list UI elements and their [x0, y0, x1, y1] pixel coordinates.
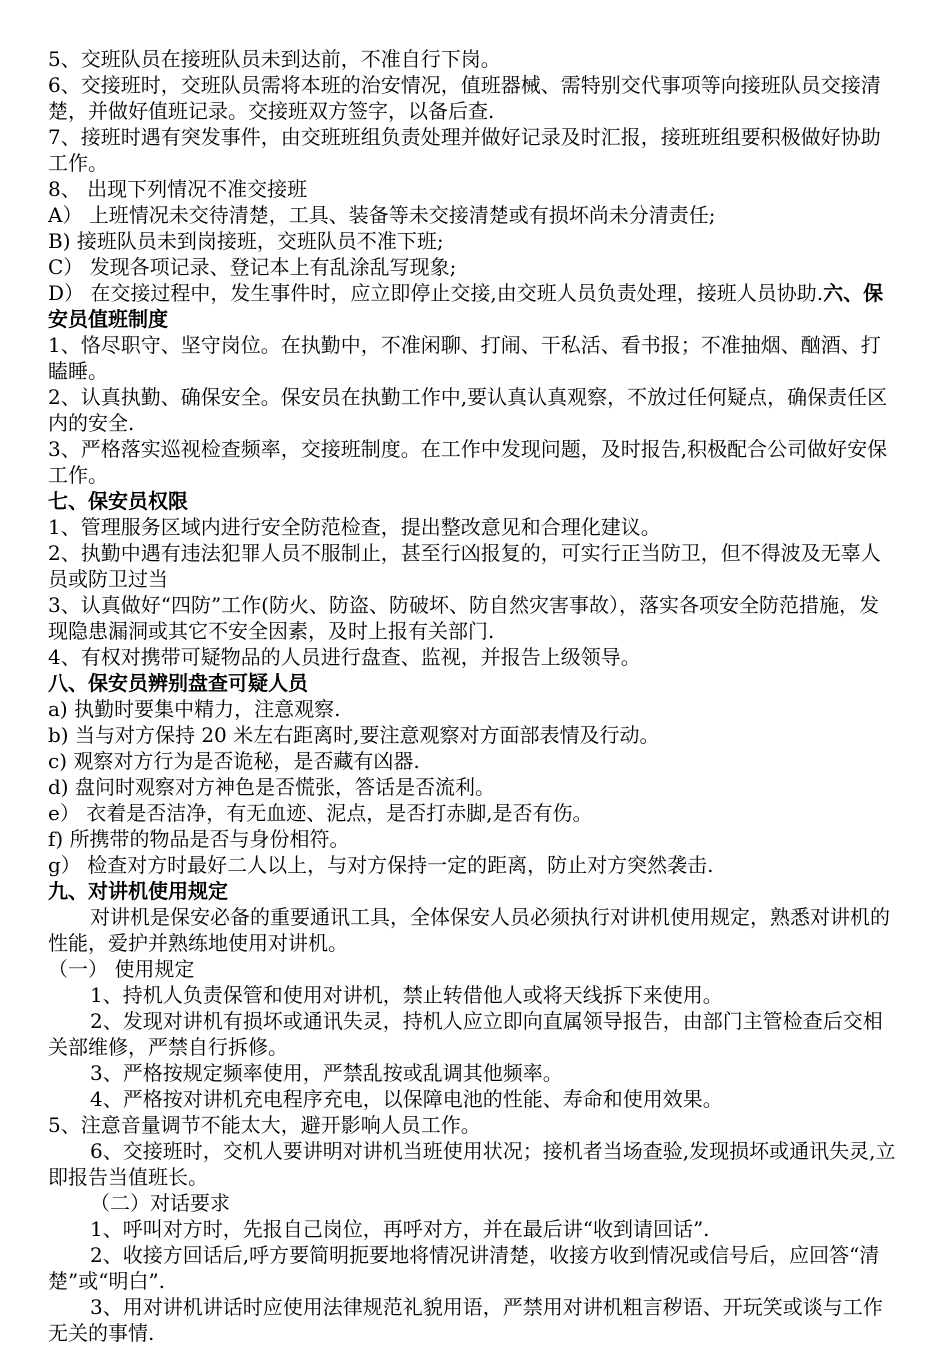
rule-8-d — [48, 280, 898, 332]
section-9-heading: 九、对讲机使用规定 — [48, 879, 228, 903]
subsection-2-item: 2、收接方回话后,呼方要简明扼要地将情况讲清楚，收接方收到情况或信号后，应回答“清楚”或“明白”. — [48, 1243, 880, 1293]
section-7-item: 3、认真做好“四防”工作(防火、防盗、防破坏、防自然灾害事故），落实各项安全防范措施，发现隐患漏洞或其它不安全因素，及时上报有关部门. — [48, 593, 879, 643]
section-8-item: g） 检查对方时最好二人以上，与对方保持一定的距离，防止对方突然袭击. — [48, 853, 714, 877]
rule-8-a: A） 上班情况未交待清楚，工具、装备等未交接清楚或有损坏尚未分清责任; — [48, 203, 716, 227]
section-8-item: d) 盘问时观察对方神色是否慌张，答话是否流利。 — [48, 775, 495, 799]
subsection-1-item: 3、严格按规定频率使用，严禁乱按或乱调其他频率。 — [90, 1061, 563, 1085]
section-6-item: 2、认真执勤、确保安全。保安员在执勤工作中,要认真认真观察，不放过任何疑点，确保责任区内的安全. — [48, 385, 888, 435]
subsection-1-item-6: 6、交接班时，交机人要讲明对讲机当班使用状况；接机者当场查验,发现损坏或通讯失灵,立即报告当值班长。 — [48, 1139, 896, 1189]
section-7-heading: 七、保安员权限 — [48, 489, 188, 513]
rule-8-b: B) 接班队员未到岗接班，交班队员不准下班; — [48, 229, 444, 253]
section-8-item: c) 观察对方行为是否诡秘，是否藏有凶器. — [48, 749, 420, 773]
subsection-2-item: 1、呼叫对方时，先报自己岗位，再呼对方，并在最后讲“收到请回话”. — [90, 1217, 710, 1241]
rule-6: 6、交接班时，交班队员需将本班的治安情况，值班器械、需特别交代事项等向接班队员交接清楚，并做好值班记录。交接班双方签字，以备后查. — [48, 73, 881, 123]
section-8-heading: 八、保安员辨别盘查可疑人员 — [48, 671, 308, 695]
section-9-intro: 对讲机是保安必备的重要通讯工具，全体保安人员必须执行对讲机使用规定，熟悉对讲机的性能，爱护并熟练地使用对讲机。 — [48, 905, 890, 955]
rule-8: 8、 出现下列情况不准交接班 — [48, 177, 308, 201]
rule-7: 7、接班时遇有突发事件，由交班班组负责处理并做好记录及时汇报，接班班组要积极做好协助工作。 — [48, 125, 881, 175]
section-8-item: f) 所携带的物品是否与身份相符。 — [48, 827, 350, 851]
subsection-2-item: 3、用对讲机讲话时应使用法律规范礼貌用语，严禁用对讲机粗言秽语、开玩笑或谈与工作无关的事情. — [48, 1295, 883, 1345]
section-7-item: 2、执勤中遇有违法犯罪人员不服制止，甚至行凶报复的，可实行正当防卫，但不得波及无辜人员或防卫过当 — [48, 541, 881, 591]
subsection-1-item: 4、严格按对讲机充电程序充电，以保障电池的性能、寿命和使用效果。 — [90, 1087, 723, 1111]
subsection-1-title: （一） 使用规定 — [48, 957, 195, 981]
subsection-1-item: 1、持机人负责保管和使用对讲机，禁止转借他人或将天线拆下来使用。 — [90, 983, 723, 1007]
rule-8-d-text: D） 在交接过程中，发生事件时，应立即停止交接,由交班人员负责处理，接班人员协助. — [48, 281, 824, 305]
subsection-2-title: （二）对话要求 — [90, 1191, 230, 1215]
document-page — [48, 46, 898, 1346]
section-8-item: a) 执勤时要集中精力，注意观察. — [48, 697, 341, 721]
section-8-item: e） 衣着是否洁净，有无血迹、泥点，是否打赤脚,是否有伤。 — [48, 801, 593, 825]
rule-5: 5、交班队员在接班队员未到达前，不准自行下岗。 — [48, 47, 501, 71]
section-8-item: b) 当与对方保持 20 米左右距离时,要注意观察对方面部表情及行动。 — [48, 723, 660, 747]
subsection-1-item-5: 5、注意音量调节不能太大，避开影响人员工作。 — [48, 1113, 481, 1137]
section-7-item: 4、有权对携带可疑物品的人员进行盘查、监视，并报告上级领导。 — [48, 645, 641, 669]
subsection-1-item: 2、发现对讲机有损坏或通讯失灵，持机人应立即向直属领导报告，由部门主管检查后交相关部维修，严禁自行拆修。 — [48, 1009, 883, 1059]
section-6-heading: 六、保安员值班制度 — [48, 281, 884, 331]
section-6-item: 3、严格落实巡视检查频率，交接班制度。在工作中发现问题，及时报告,积极配合公司做好安保工作。 — [48, 437, 888, 487]
section-7-item: 1、管理服务区域内进行安全防范检查，提出整改意见和合理化建议。 — [48, 515, 661, 539]
section-6-item: 1、恪尽职守、坚守岗位。在执勤中，不准闲聊、打闹、干私活、看书报；不准抽烟、酗酒、打瞌睡。 — [48, 333, 881, 383]
rule-8-c: C） 发现各项记录、登记本上有乱涂乱写现象; — [48, 255, 457, 279]
